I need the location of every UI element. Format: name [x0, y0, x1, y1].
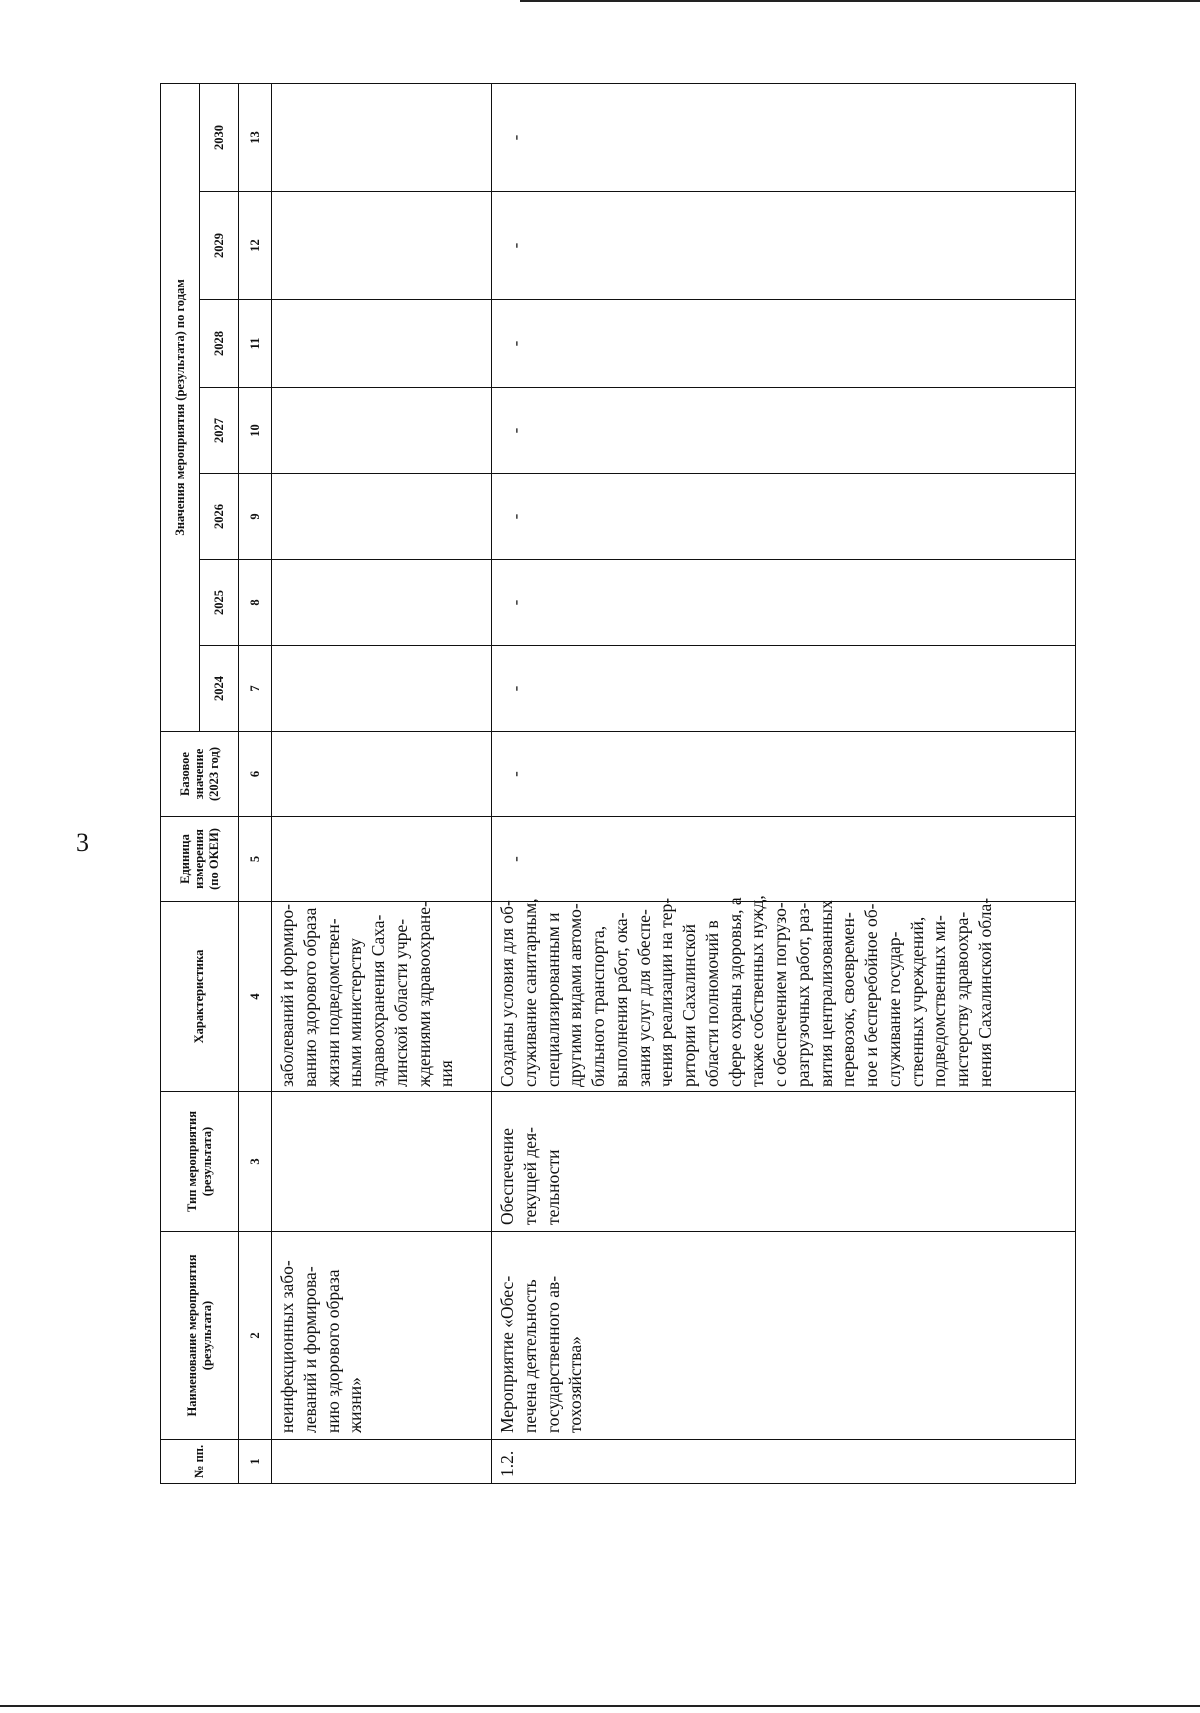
text-line: Обеспечение — [497, 1127, 517, 1225]
value-unit — [272, 817, 492, 902]
row-name — [492, 1232, 1076, 1440]
table-row — [272, 83, 492, 1483]
column-number: 2 — [239, 1232, 272, 1440]
text-line: печена деятельность — [519, 1279, 540, 1433]
column-number: 1 — [239, 1440, 272, 1484]
text-line: неинфекционных забо- — [277, 1260, 297, 1433]
text-line: ждениями здравоохране- — [413, 901, 434, 1087]
value-base — [272, 732, 492, 817]
header-name: Наименование мероприятия (результата) — [161, 1232, 239, 1440]
value-year — [272, 83, 492, 191]
text-line: жизни подведомствен- — [322, 918, 343, 1087]
events-table — [160, 83, 1076, 1484]
text-line: леваний и формирова- — [299, 1266, 320, 1433]
text-line: заболеваний и формиро- — [277, 904, 297, 1087]
text-line: ственных учреждений, — [906, 916, 927, 1087]
text-line: Мероприятие «Обес- — [497, 1275, 517, 1433]
text-line: бильного транспорта, — [588, 925, 608, 1087]
row-number: 1.2. — [492, 1440, 1076, 1484]
column-number: 4 — [239, 902, 272, 1092]
text-line: текущей дея- — [519, 1127, 540, 1225]
header-year: 2028 — [200, 300, 239, 388]
column-number: 6 — [239, 732, 272, 817]
value-year: - — [492, 646, 1076, 732]
header-year: 2025 — [200, 560, 239, 646]
header-base-value: Базовое значение (2023 год) — [161, 732, 239, 817]
value-year — [272, 300, 492, 388]
text-line: ванию здорового образа — [299, 907, 320, 1087]
page-number: 3 — [76, 828, 89, 857]
table-row — [492, 83, 1076, 1483]
row-name — [272, 1232, 492, 1440]
value-year: - — [492, 192, 1076, 300]
column-number: 9 — [239, 474, 272, 560]
row-type — [272, 1092, 492, 1232]
row-characteristic — [272, 902, 492, 1092]
text-line: линской области учре- — [390, 918, 411, 1087]
row-number — [272, 1440, 492, 1484]
value-year — [272, 388, 492, 474]
text-line: чения реализации на тер- — [656, 897, 677, 1087]
text-line: зания услуг для обеспе- — [633, 909, 654, 1087]
text-line: специализированным и — [542, 912, 563, 1087]
header-unit: Единица измерения (по ОКЕИ) — [161, 817, 239, 902]
column-number: 10 — [239, 388, 272, 474]
column-number: 8 — [239, 560, 272, 646]
text-line: здравоохранения Саха- — [368, 914, 388, 1087]
value-year: - — [492, 474, 1076, 560]
rotated-table-container — [160, 84, 1095, 1484]
text-line: с обеспечением погрузо- — [770, 902, 790, 1087]
column-number: 11 — [239, 300, 272, 388]
text-line: разгрузочных работ, раз- — [792, 902, 813, 1087]
column-number: 13 — [239, 83, 272, 191]
text-line: перевозок, своевремен- — [838, 912, 859, 1087]
text-line: нения Сахалинской обла- — [974, 897, 995, 1087]
value-year: - — [492, 388, 1076, 474]
value-year: - — [492, 83, 1076, 191]
header-year: 2029 — [200, 192, 239, 300]
text-line: ния — [436, 1060, 457, 1087]
text-line: нистерству здравоохра- — [952, 911, 972, 1087]
text-line: служивание санитарным, — [519, 898, 540, 1087]
text-line: нию здорового образа — [322, 1269, 343, 1433]
text-line: ное и бесперебойное об- — [861, 903, 881, 1087]
row-type — [492, 1092, 1076, 1232]
column-number: 12 — [239, 192, 272, 300]
text-line: тохозяйства» — [565, 1336, 586, 1433]
column-number: 7 — [239, 646, 272, 732]
row-characteristic — [492, 895, 1076, 1092]
header-year: 2030 — [200, 83, 239, 191]
text-line: области полномочий в — [701, 920, 722, 1087]
text-line: сфере охраны здоровья, а — [724, 897, 745, 1087]
header-type: Тип мероприятия (результата) — [161, 1092, 239, 1232]
header-row-1 — [161, 83, 200, 1483]
text-line: тельности — [542, 1149, 563, 1225]
text-line: жизни» — [345, 1377, 366, 1433]
text-line: государственного ав- — [542, 1275, 563, 1433]
text-line: Созданы условия для об- — [497, 900, 517, 1087]
bottom-scan-rule — [0, 1705, 1200, 1707]
top-scan-rule — [520, 0, 1200, 2]
value-year — [272, 192, 492, 300]
header-values-by-year: Значения мероприятия (результата) по годам — [161, 83, 200, 731]
header-year: 2026 — [200, 474, 239, 560]
text-line: также собственных нужд, — [747, 895, 768, 1087]
value-year — [272, 560, 492, 646]
value-year — [272, 474, 492, 560]
text-line: ными министерству — [345, 938, 366, 1087]
text-line: подведомственных ми- — [929, 915, 950, 1087]
header-year: 2027 — [200, 388, 239, 474]
value-year: - — [492, 560, 1076, 646]
text-line: другими видами автомо- — [565, 903, 586, 1087]
value-year: - — [492, 300, 1076, 388]
text-line: служивание государ- — [883, 931, 904, 1087]
text-line: вития централизованных — [815, 900, 836, 1087]
text-line: выполнения работ, ока- — [610, 912, 631, 1087]
value-unit: - — [492, 817, 1076, 902]
column-number: 3 — [239, 1092, 272, 1232]
column-number-row — [239, 83, 272, 1483]
header-characteristic: Характеристика — [161, 902, 239, 1092]
header-year: 2024 — [200, 646, 239, 732]
column-number: 5 — [239, 817, 272, 902]
header-no: № пп. — [161, 1440, 239, 1484]
value-base: - — [492, 732, 1076, 817]
text-line: ритории Сахалинской — [679, 924, 699, 1087]
value-year — [272, 646, 492, 732]
